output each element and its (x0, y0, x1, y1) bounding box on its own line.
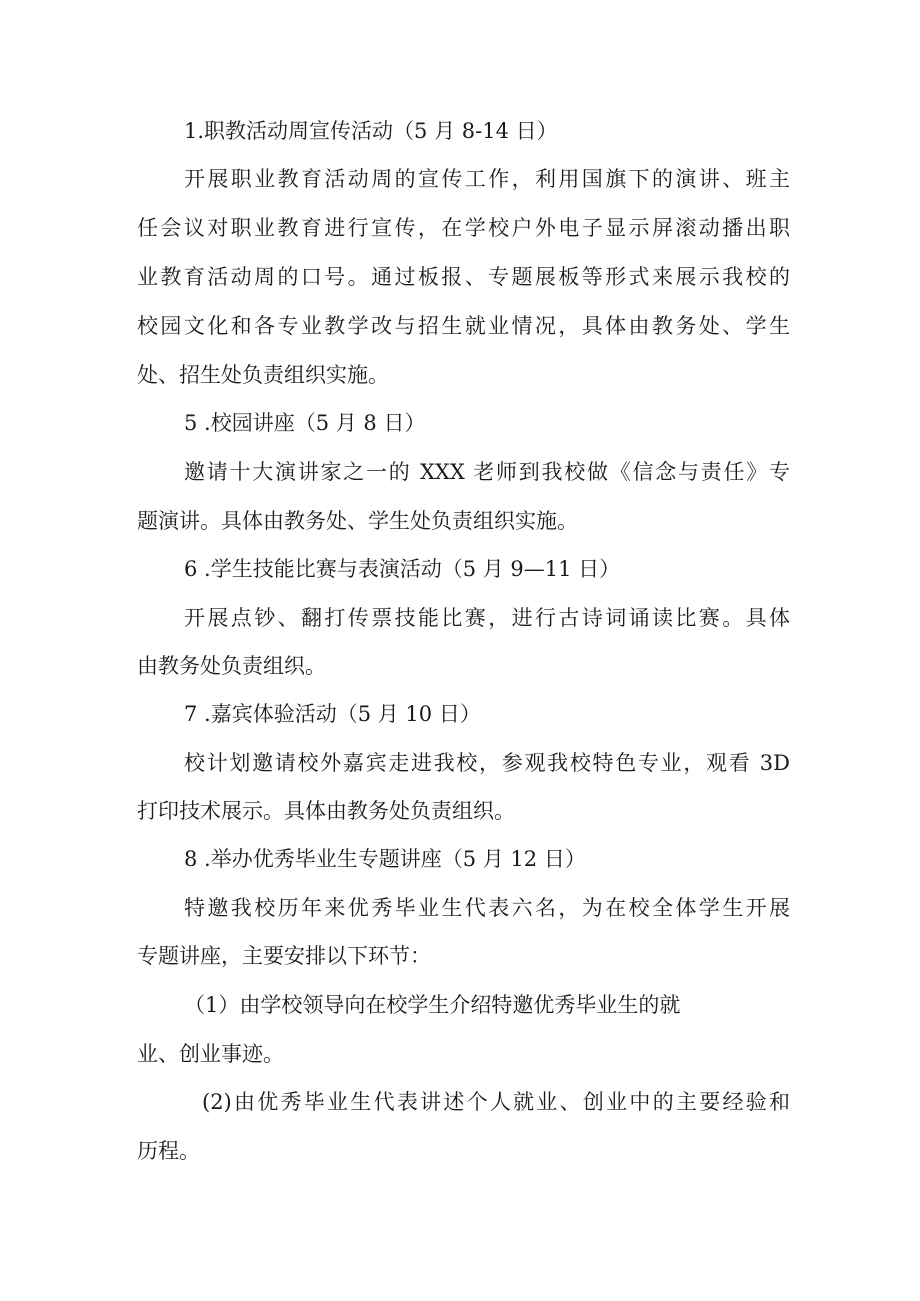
paragraph-5-line-1: 邀请十大演讲家之一的 XXX 老师到我校做《信念与责任》专 (184, 460, 790, 484)
paragraph-6-line-1: 开展点钞、翻打传票技能比赛，进行古诗词诵读比赛。具体 (184, 606, 790, 630)
paragraph-8-line-2: 专题讲座，主要安排以下环节： (137, 944, 431, 968)
sub-item-1-line-2: 业、创业事迹。 (137, 1042, 284, 1066)
paragraph-7-line-1: 校计划邀请校外嘉宾走进我校，参观我校特色专业，观看 3D (184, 751, 790, 775)
sub-item-2-line-2: 历程。 (137, 1139, 200, 1163)
sub-item-1-line-1: （1）由学校领导向在校学生介绍特邀优秀毕业生的就 (184, 993, 681, 1017)
paragraph-1-line-3: 业教育活动周的口号。通过板报、专题展板等形式来展示我校的 (137, 265, 790, 289)
paragraph-5-line-2: 题演讲。具体由教务处、学生处负责组织实施。 (137, 509, 578, 533)
heading-5: 5 .校园讲座（5 月 8 日） (184, 411, 426, 435)
paragraph-1-line-1: 开展职业教育活动周的宣传工作，利用国旗下的演讲、班主 (184, 167, 790, 191)
sub-item-2-line-1: (2)由优秀毕业生代表讲述个人就业、创业中的主要经验和 (202, 1090, 790, 1114)
paragraph-1-line-4: 校园文化和各专业教学改与招生就业情况，具体由教务处、学生 (137, 314, 790, 338)
heading-8: 8 .举办优秀毕业生专题讲座（5 月 12 日） (184, 847, 586, 871)
paragraph-6-line-2: 由教务处负责组织。 (137, 654, 326, 678)
heading-1: 1.职教活动周宣传活动（5 月 8-14 日） (184, 119, 558, 143)
paragraph-7-line-2: 打印技术展示。具体由教务处负责组织。 (137, 799, 515, 823)
paragraph-1-line-5: 处、招生处负责组织实施。 (137, 363, 389, 387)
heading-7: 7 .嘉宾体验活动（5 月 10 日） (184, 702, 481, 726)
heading-6: 6 .学生技能比赛与表演活动（5 月 9—11 日） (184, 557, 621, 581)
paragraph-8-line-1: 特邀我校历年来优秀毕业生代表六名，为在校全体学生开展 (184, 896, 790, 920)
paragraph-1-line-2: 任会议对职业教育进行宣传，在学校户外电子显示屏滚动播出职 (137, 216, 790, 240)
